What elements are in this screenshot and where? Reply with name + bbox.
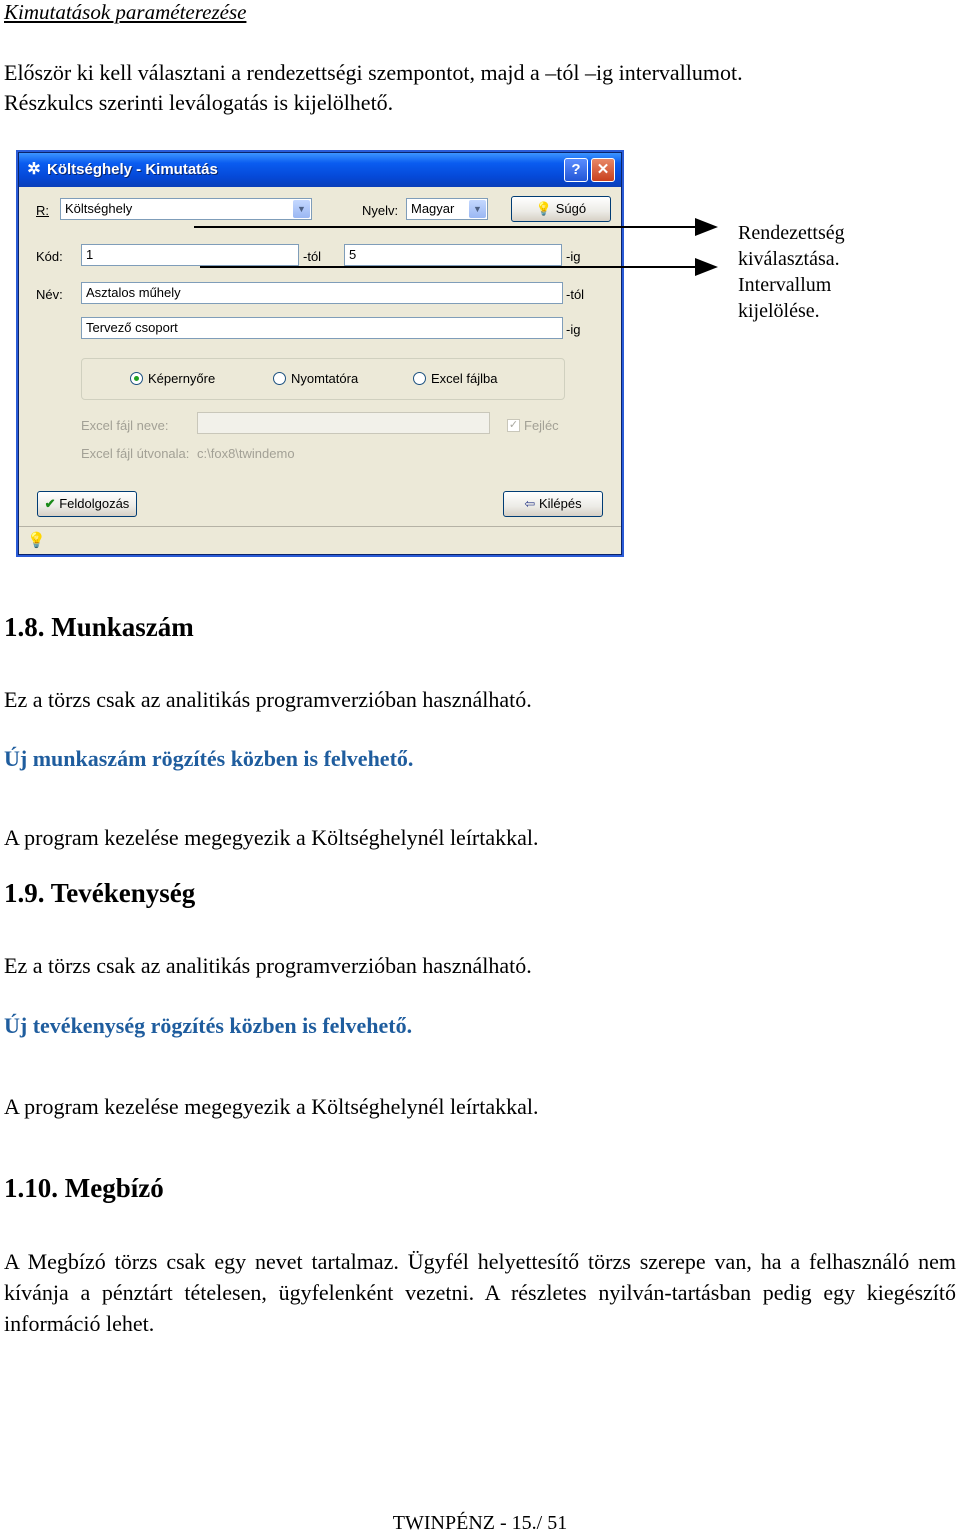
- dialog-title-bar: [19, 153, 621, 187]
- section-text: Ez a törzs csak az analitikás programverzióban használható.: [4, 953, 532, 978]
- excel-path-value: c:\fox8\twindemo: [197, 446, 295, 461]
- excel-path-label: Excel fájl útvonala:: [81, 446, 190, 461]
- excel-radio-label: Excel fájlba: [431, 371, 498, 386]
- screen-radio[interactable]: [130, 372, 143, 385]
- name-label: Név:: [36, 287, 63, 302]
- page-footer: TWINPÉNZ - 15./ 51: [392, 1512, 568, 1534]
- header-checkbox-label: Fejléc: [524, 418, 559, 433]
- process-button-label: Feldolgozás: [59, 496, 130, 511]
- arrow-head-1: [695, 218, 718, 236]
- language-label: Nyelv:: [362, 203, 399, 218]
- name-from-input[interactable]: Asztalos műhely: [81, 282, 563, 304]
- help-icon[interactable]: ?: [564, 158, 588, 182]
- annotation-line-4: kijelölése.: [738, 300, 820, 322]
- section-title: 1.8. Munkaszám: [4, 612, 194, 642]
- section-title: 1.10. Megbízó: [4, 1173, 164, 1203]
- section-text: A program kezelése megegyezik a Költséghelynél leírtakkal.: [4, 825, 539, 850]
- code-to-input[interactable]: 5: [344, 244, 562, 266]
- arrow-head-2: [695, 258, 718, 276]
- annotation-line-1: Rendezettség: [738, 222, 845, 244]
- annotation-arrows: [190, 210, 730, 280]
- code-label: Kód:: [36, 249, 63, 264]
- name-to-input[interactable]: Tervező csoport: [81, 317, 563, 339]
- r-label: R:: [36, 203, 49, 218]
- section-highlight: Új munkaszám rögzítés közben is felvehető.: [4, 746, 414, 771]
- code-from-input[interactable]: 1: [81, 244, 299, 266]
- code-to-suffix: -ig: [566, 249, 581, 264]
- name-to-suffix: -ig: [566, 322, 581, 337]
- intro-line-2: Részkulcs szerinti leválogatás is kijelölhető.: [4, 90, 394, 115]
- section-title: 1.9. Tevékenység: [4, 878, 196, 908]
- status-bar: [19, 526, 621, 555]
- language-select-value: Magyar: [411, 201, 455, 216]
- excel-name-label: Excel fájl neve:: [81, 418, 169, 433]
- header-checkbox[interactable]: ✓: [508, 419, 519, 431]
- printer-radio[interactable]: [273, 372, 286, 385]
- annotation-line-2: kiválasztása.: [738, 248, 840, 270]
- process-button[interactable]: [37, 491, 137, 517]
- exit-button-label: Kilépés: [538, 496, 582, 511]
- exit-button[interactable]: [503, 491, 603, 517]
- section-highlight: Új tevékenység rögzítés közben is felvehető.: [4, 1013, 413, 1038]
- section-text: Ez a törzs csak az analitikás programverzióban használható.: [4, 687, 532, 712]
- page-section-heading: Kimutatások paraméterezése: [4, 0, 247, 24]
- annotation-text: [738, 220, 845, 324]
- name-from-suffix: -tól: [566, 287, 585, 302]
- code-from-suffix: -tól: [303, 249, 322, 264]
- app-icon: ✲: [27, 161, 41, 178]
- annotation-line-3: Intervallum: [738, 274, 832, 296]
- screen-radio-label: Képernyőre: [148, 371, 216, 386]
- close-icon[interactable]: ✕: [591, 158, 615, 182]
- excel-radio[interactable]: [413, 372, 426, 385]
- lightbulb-icon: 💡: [535, 201, 553, 216]
- section-text: A program kezelése megegyezik a Költséghelynél leírtakkal.: [4, 1094, 539, 1119]
- order-select-value: Költséghely: [65, 201, 133, 216]
- checkmark-icon: ✔: [44, 496, 56, 511]
- section-paragraph: A Megbízó törzs csak egy nevet tartalmaz. Ügyfél helyettesítő törzs szerepe van, ha a felhasználó nem kívánja a pénztárt tételesen, ügyfelenként vezetni. A részletes nyilván-tartásban pedig egy kiegészítő információ lehet.: [4, 1249, 956, 1336]
- lightbulb-icon: 💡: [27, 532, 46, 549]
- excel-name-input[interactable]: [197, 412, 490, 434]
- intro-line-1: Először ki kell választani a rendezettségi szempontot, majd a –tól –ig intervallumot.: [4, 60, 743, 85]
- printer-radio-label: Nyomtatóra: [291, 371, 359, 386]
- chevron-down-icon[interactable]: ▼: [293, 200, 310, 218]
- exit-door-icon: ⇦: [524, 496, 536, 511]
- chevron-down-icon[interactable]: ▼: [469, 200, 486, 218]
- dialog-title: Költséghely - Kimutatás: [47, 161, 218, 178]
- help-button-label: Súgó: [555, 201, 587, 216]
